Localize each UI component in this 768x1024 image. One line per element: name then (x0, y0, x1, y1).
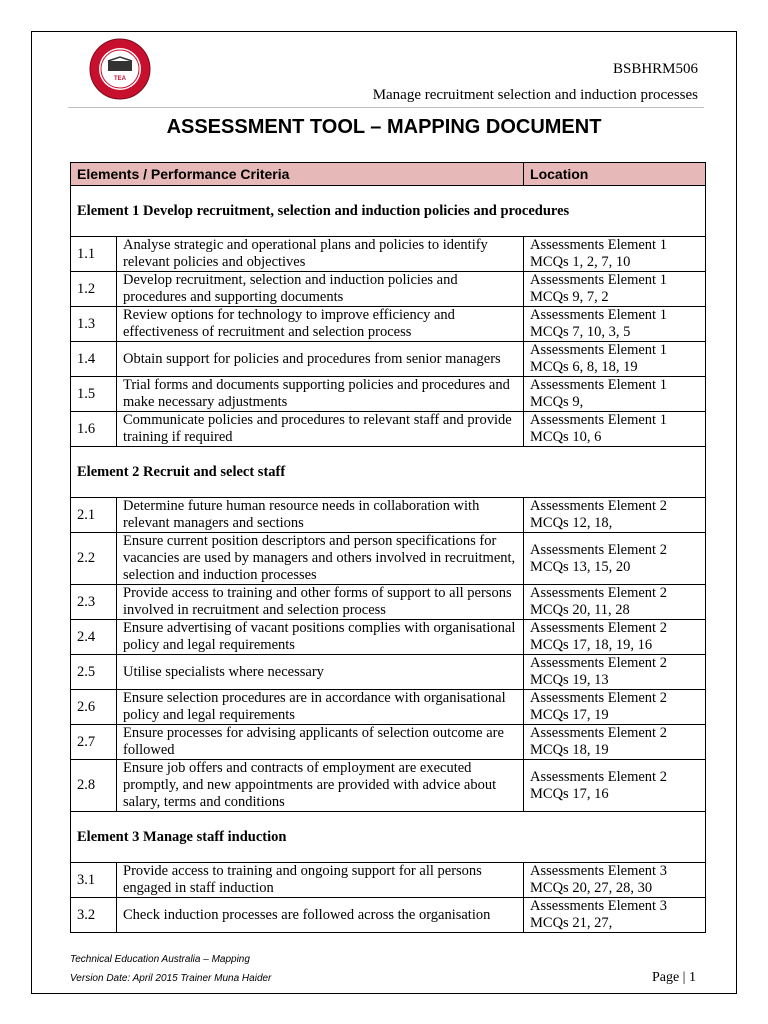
table-row (71, 655, 706, 690)
table-row (71, 585, 706, 620)
location-cell (524, 498, 706, 533)
table-row (71, 342, 706, 377)
location-mcqs: MCQs 20, 27, 28, 30 (530, 880, 653, 896)
table-row (71, 760, 706, 812)
location-assessment: Assessments Element 3 (530, 863, 667, 879)
location-assessment: Assessments Element 1 (530, 237, 667, 253)
location-column-header: Location (524, 163, 706, 186)
element-heading: Element 1 Develop recruitment, selection and induction policies and procedures (71, 186, 706, 237)
footer-organisation: Technical Education Australia – Mapping (70, 954, 250, 965)
location-cell (524, 690, 706, 725)
location-cell (524, 655, 706, 690)
location-assessment: Assessments Element 2 (530, 620, 667, 636)
location-mcqs: MCQs 13, 15, 20 (530, 558, 631, 575)
organisation-logo (88, 37, 152, 101)
criteria-column-header: Elements / Performance Criteria (71, 163, 524, 186)
header-divider (68, 107, 704, 108)
criteria-number: 1.4 (71, 342, 117, 377)
course-title: Manage recruitment selection and induction processes (372, 87, 698, 103)
location-assessment: Assessments Element 2 (530, 498, 667, 514)
location-assessment: Assessments Element 1 (530, 377, 667, 393)
criteria-number: 2.3 (71, 585, 117, 620)
element-heading-row (71, 812, 706, 863)
criteria-text: Ensure processes for advising applicants of selection outcome are followed (117, 725, 524, 760)
criteria-text: Analyse strategic and operational plans and policies to identify relevant policies and objectives (117, 237, 524, 272)
location-cell (524, 585, 706, 620)
document-title: ASSESSMENT TOOL – MAPPING DOCUMENT (166, 116, 602, 138)
criteria-text: Ensure job offers and contracts of employment are executed promptly, and new appointments are provided with advice about salary, terms and conditions (117, 760, 524, 812)
location-cell (524, 533, 706, 585)
criteria-text: Utilise specialists where necessary (117, 655, 524, 690)
logo-center-text: TEA (114, 76, 126, 82)
criteria-number: 2.4 (71, 620, 117, 655)
location-cell (524, 863, 706, 898)
criteria-text: Communicate policies and procedures to relevant staff and provide training if required (117, 412, 524, 447)
criteria-text: Provide access to training and ongoing support for all persons engaged in staff induction (117, 863, 524, 898)
criteria-number: 1.5 (71, 377, 117, 412)
location-mcqs: MCQs 1, 2, 7, 10 (530, 254, 631, 270)
criteria-text: Review options for technology to improve efficiency and effectiveness of recruitment and selection process (117, 307, 524, 342)
criteria-text: Develop recruitment, selection and induction policies and procedures and supporting documents (117, 272, 524, 307)
table-row (71, 898, 706, 933)
location-cell (524, 237, 706, 272)
location-cell (524, 760, 706, 812)
table-row (71, 620, 706, 655)
location-mcqs: MCQs 17, 18, 19, 16 (530, 637, 653, 653)
table-row (71, 237, 706, 272)
element-heading: Element 2 Recruit and select staff (71, 447, 706, 498)
criteria-number: 1.3 (71, 307, 117, 342)
table-row (71, 533, 706, 585)
location-mcqs: MCQs 9, (530, 394, 584, 410)
criteria-text: Provide access to training and other forms of support to all persons involved in recruitment and selection process (117, 585, 524, 620)
criteria-number: 2.6 (71, 690, 117, 725)
location-cell (524, 272, 706, 307)
criteria-number: 2.2 (71, 533, 117, 585)
location-cell (524, 412, 706, 447)
location-cell (524, 620, 706, 655)
location-mcqs: MCQs 17, 16 (530, 785, 609, 802)
location-assessment: Assessments Element 2 (530, 655, 667, 671)
course-code: BSBHRM506 (612, 61, 698, 77)
table-row (71, 863, 706, 898)
criteria-number: 2.5 (71, 655, 117, 690)
location-cell (524, 725, 706, 760)
page-number: Page | 1 (651, 970, 696, 985)
criteria-text: Ensure selection procedures are in accordance with organisational policy and legal requirements (117, 690, 524, 725)
location-assessment: Assessments Element 1 (530, 307, 667, 323)
location-assessment: Assessments Element 2 (530, 585, 667, 601)
location-assessment: Assessments Element 3 (530, 898, 667, 914)
table-row (71, 377, 706, 412)
location-mcqs: MCQs 10, 6 (530, 429, 602, 445)
location-cell (524, 377, 706, 412)
location-assessment: Assessments Element 1 (530, 412, 667, 428)
criteria-text: Ensure advertising of vacant positions complies with organisational policy and legal requirements (117, 620, 524, 655)
element-heading-row (71, 186, 706, 237)
location-mcqs: MCQs 7, 10, 3, 5 (530, 324, 631, 340)
location-assessment: Assessments Element 2 (530, 725, 667, 741)
criteria-number: 3.2 (71, 898, 117, 933)
criteria-text: Check induction processes are followed across the organisation (117, 898, 524, 933)
criteria-number: 2.8 (71, 760, 117, 812)
element-heading-row (71, 447, 706, 498)
location-mcqs: MCQs 19, 13 (530, 672, 609, 688)
criteria-number: 3.1 (71, 863, 117, 898)
location-cell (524, 898, 706, 933)
criteria-number: 2.7 (71, 725, 117, 760)
table-row (71, 307, 706, 342)
location-mcqs: MCQs 6, 8, 18, 19 (530, 359, 638, 375)
footer-version: Version Date: April 2015 Trainer Muna Haider (70, 973, 272, 984)
table-row (71, 690, 706, 725)
location-mcqs: MCQs 9, 7, 2 (530, 289, 609, 305)
mapping-table (70, 162, 706, 933)
location-mcqs: MCQs 21, 27, (530, 915, 613, 931)
table-row (71, 725, 706, 760)
criteria-number: 1.6 (71, 412, 117, 447)
criteria-text: Ensure current position descriptors and person specifications for vacancies are used by managers and others involved in recruitment, selection and induction processes (117, 533, 524, 585)
location-assessment: Assessments Element 2 (530, 541, 667, 558)
location-mcqs: MCQs 20, 11, 28 (530, 602, 630, 618)
criteria-text: Obtain support for policies and procedures from senior managers (117, 342, 524, 377)
criteria-text: Trial forms and documents supporting policies and procedures and make necessary adjustments (117, 377, 524, 412)
criteria-number: 2.1 (71, 498, 117, 533)
location-cell (524, 342, 706, 377)
location-cell (524, 307, 706, 342)
table-header-row (71, 163, 706, 186)
element-heading: Element 3 Manage staff induction (71, 812, 706, 863)
table-row (71, 412, 706, 447)
criteria-number: 1.2 (71, 272, 117, 307)
table-row (71, 272, 706, 307)
criteria-number: 1.1 (71, 237, 117, 272)
location-mcqs: MCQs 12, 18, (530, 515, 613, 531)
location-assessment: Assessments Element 1 (530, 272, 667, 288)
location-assessment: Assessments Element 2 (530, 768, 667, 785)
table-row (71, 498, 706, 533)
criteria-text: Determine future human resource needs in collaboration with relevant managers and sections (117, 498, 524, 533)
location-mcqs: MCQs 17, 19 (530, 707, 609, 723)
location-assessment: Assessments Element 1 (530, 342, 667, 358)
location-mcqs: MCQs 18, 19 (530, 742, 609, 758)
location-assessment: Assessments Element 2 (530, 690, 667, 706)
